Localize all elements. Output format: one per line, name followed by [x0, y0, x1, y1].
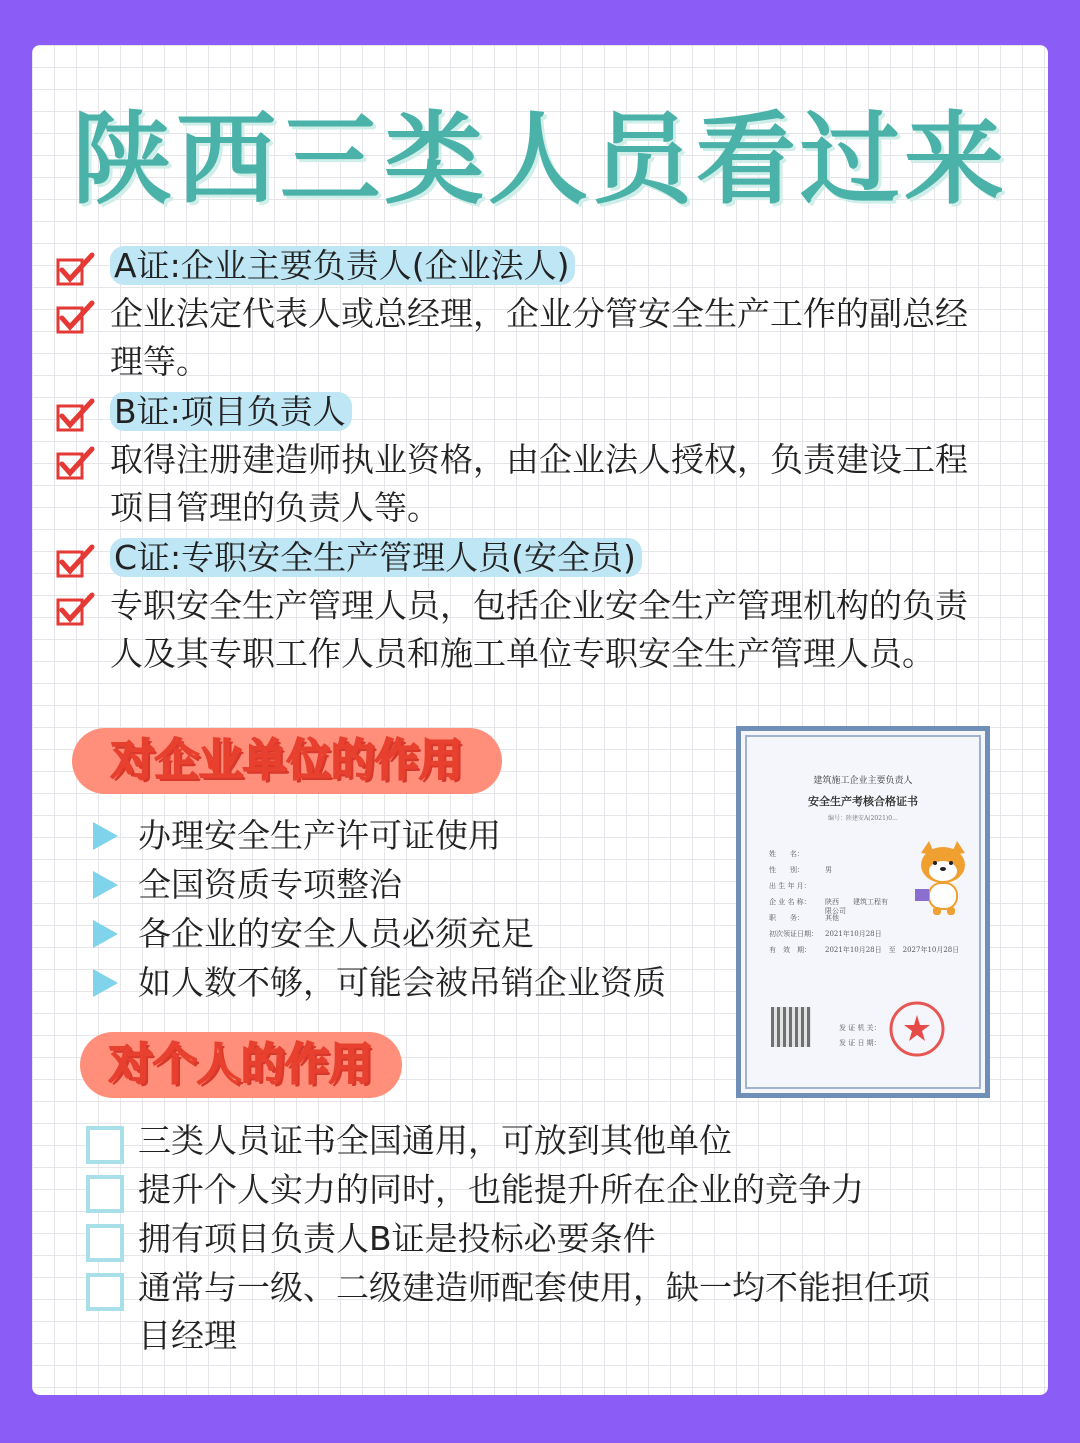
enterprise-item: 如人数不够，可能会被吊销企业资质: [138, 963, 666, 1002]
role-a-desc: 企业法定代表人或总经理，企业分管安全生产工作的副总经: [110, 294, 968, 333]
role-b-title: B证:项目负责人: [110, 388, 352, 436]
cert-field-label: 企 业 名 称：: [769, 898, 811, 906]
role-c-desc: 专职安全生产管理人员，包括企业安全生产管理机构的负责: [110, 586, 968, 625]
certificate-image: [736, 726, 990, 1098]
play-triangle-icon: [93, 822, 118, 850]
cert-field-value: 陕西 建筑工程有: [825, 898, 888, 906]
official-seal-icon: [887, 999, 947, 1059]
shiba-mascot-icon: [911, 839, 973, 919]
checkmark-icon: [56, 592, 96, 628]
personal-heading: 对个人的作用: [80, 1032, 402, 1098]
cert-field-value: 男: [825, 866, 832, 874]
enterprise-item: 全国资质专项整治: [138, 865, 402, 904]
cert-field-value: 2021年10月28日: [825, 930, 882, 938]
checkbox-icon: [86, 1126, 124, 1164]
cert-field-value: 其他: [825, 914, 839, 922]
checkmark-icon: [56, 300, 96, 336]
checkbox-icon: [86, 1224, 124, 1262]
certificate-line1: 建筑施工企业主要负责人: [813, 776, 913, 786]
play-triangle-icon: [93, 920, 118, 948]
checkmark-icon: [56, 398, 96, 434]
cert-field-value: 2021年10月28日 至 2027年10月28日: [825, 946, 960, 954]
cert-field-label: 姓 名：: [769, 850, 804, 858]
checkmark-icon: [56, 446, 96, 482]
personal-item: 通常与一级、二级建造师配套使用，缺一均不能担任项: [138, 1268, 930, 1307]
personal-item: 三类人员证书全国通用，可放到其他单位: [138, 1121, 732, 1160]
checkbox-icon: [86, 1175, 124, 1213]
checkmark-icon: [56, 544, 96, 580]
role-b-desc: 取得注册建造师执业资格，由企业法人授权，负责建设工程: [110, 440, 968, 479]
checkmark-icon: [56, 252, 96, 288]
cert-issue-date-label: 发 证 日 期：: [839, 1039, 881, 1047]
page-title: 陕西三类人员看过来: [72, 101, 1008, 218]
certificate-line2: 安全生产考核合格证书: [808, 795, 918, 808]
play-triangle-icon: [93, 969, 118, 997]
enterprise-item: 各企业的安全人员必须充足: [138, 914, 534, 953]
enterprise-item: 办理安全生产许可证使用: [138, 816, 501, 855]
qr-code-icon: [771, 1007, 811, 1047]
cert-field-label: 出 生 年 月：: [769, 882, 811, 890]
personal-item-cont: 目经理: [138, 1316, 237, 1355]
cert-field-label: 性 别：: [769, 866, 804, 874]
checkbox-icon: [86, 1273, 124, 1311]
role-c-desc-cont: 人及其专职工作人员和施工单位专职安全生产管理人员。: [110, 634, 935, 673]
cert-field-label: 有 效 期：: [769, 946, 811, 954]
personal-item: 拥有项目负责人B证是投标必要条件: [138, 1219, 656, 1258]
cert-field-value: 限公司: [825, 907, 846, 915]
role-b-desc-cont: 项目管理的负责人等。: [110, 488, 440, 527]
cert-field-label: 职 务：: [769, 914, 804, 922]
role-c-title: C证:专职安全生产管理人员(安全员): [110, 534, 642, 582]
personal-item: 提升个人实力的同时，也能提升所在企业的竞争力: [138, 1170, 864, 1209]
cert-field-label: 初次领证日期：: [769, 930, 818, 938]
role-a-title: A证:企业主要负责人(企业法人): [110, 242, 575, 290]
certificate-number: 编号：陕建安A(2021)0…: [827, 815, 899, 822]
role-a-desc-cont: 理等。: [110, 342, 209, 381]
enterprise-heading: 对企业单位的作用: [72, 728, 502, 794]
cert-issuer-label: 发 证 机 关：: [839, 1024, 881, 1032]
play-triangle-icon: [93, 871, 118, 899]
